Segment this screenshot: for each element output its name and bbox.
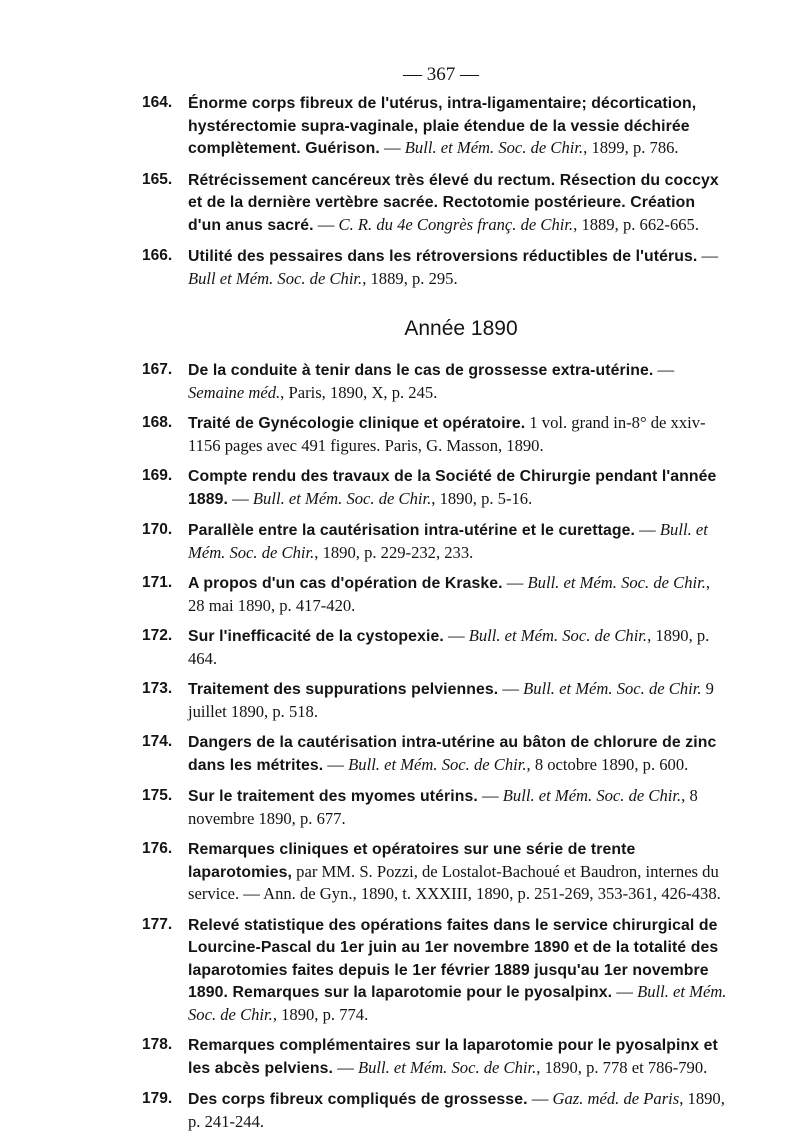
entry-separator: — xyxy=(323,754,349,774)
entry-journal: Semaine méd. xyxy=(188,382,281,402)
bibliography-entry xyxy=(142,92,730,160)
entry-separator: — xyxy=(653,360,675,379)
page-number: — 367 — xyxy=(403,64,479,85)
entry-separator: — xyxy=(379,138,405,157)
entry-list-before xyxy=(142,92,730,289)
bibliography-entry xyxy=(142,1034,730,1079)
bibliography-entry xyxy=(142,465,730,510)
entry-separator: — xyxy=(498,679,524,698)
entry-journal: Bull et Mém. Soc. de Chir. xyxy=(188,268,363,288)
bibliography-entry xyxy=(142,1088,730,1132)
entry-separator: — xyxy=(697,246,719,265)
bibliography-entry xyxy=(142,412,730,456)
entry-reference: , 1890, p. 464. xyxy=(188,626,710,668)
entry-title: Relevé statistique des opérations faites dans le service chirurgical de Lourcine-Pascal du 1er juin au 1er novembre 1890 et de la totalité des laparotomies faites depuis le 1er février 1889 jusqu'au 1er novembre 1890. Remarques sur la laparotomie pour le pyosalpinx. xyxy=(188,916,719,1001)
entry-journal: Bull. et Mém. Soc. de Chir. xyxy=(404,138,584,157)
entry-number: 171. xyxy=(142,574,173,591)
entry-title: Sur le traitement des myomes utérins. xyxy=(188,788,478,805)
entry-separator: — xyxy=(477,786,503,805)
entry-reference: , 1899, p. 786. xyxy=(583,138,679,157)
entry-title: A propos d'un cas d'opération de Kraske. xyxy=(188,575,503,592)
entry-reference: , 1890, p. 241-244. xyxy=(188,1089,725,1131)
bibliography-entry xyxy=(142,359,730,403)
bibliography-entry xyxy=(142,678,730,722)
entry-number: 164. xyxy=(142,94,173,111)
bibliography-entry xyxy=(142,625,730,669)
entry-separator: — xyxy=(313,214,339,234)
bibliography-entry xyxy=(142,519,730,563)
entry-separator: — xyxy=(635,520,660,539)
entry-reference: , 1890, p. 229-232, 233. xyxy=(314,542,474,562)
entry-title: Traitement des suppurations pelviennes. xyxy=(188,681,499,698)
entry-journal: Gaz. méd. de Paris xyxy=(552,1089,680,1108)
entry-number: 176. xyxy=(142,840,173,857)
entry-reference: , Paris, 1890, X, p. 245. xyxy=(280,382,438,402)
bibliography-entry xyxy=(142,914,730,1026)
entry-number: 175. xyxy=(142,787,173,804)
entry-reference: , 1890, p. 5-16. xyxy=(431,488,533,508)
entry-reference: , 8 octobre 1890, p. 600. xyxy=(526,754,689,774)
entry-journal: C. R. du 4e Congrès franç. de Chir. xyxy=(338,214,574,234)
entry-journal: Bull. et Mém. Soc. de Chir. xyxy=(527,573,706,592)
bibliography-entry xyxy=(142,572,730,616)
entry-title: Parallèle entre la cautérisation intra-utérine et le curettage. xyxy=(188,522,636,539)
entry-separator: — xyxy=(228,488,253,508)
bibliography-entry xyxy=(142,785,730,829)
bibliography-entry xyxy=(142,731,730,776)
bibliography-entry xyxy=(142,838,730,905)
entry-number: 173. xyxy=(142,680,173,697)
entry-title: Remarques complémentaires sur la laparotomie pour le pyosalpinx et les abcès pelviens. xyxy=(188,1037,718,1077)
entry-title: Utilité des pessaires dans les rétroversions réductibles de l'utérus. xyxy=(188,248,698,265)
entry-journal: Bull. et Mém. Soc. de Chir. xyxy=(523,679,702,698)
entry-separator: — xyxy=(527,1089,553,1108)
entry-number: 172. xyxy=(142,627,173,644)
entry-title: Sur l'inefficacité de la cystopexie. xyxy=(188,628,444,645)
entry-reference: , 28 mai 1890, p. 417-420. xyxy=(188,573,711,615)
entry-journal: Bull. et Mém. Soc. de Chir. xyxy=(348,754,527,774)
entry-separator: — xyxy=(443,626,469,645)
entry-journal: Bull. et Mém. Soc. de Chir. xyxy=(252,488,432,508)
entry-reference: 1 vol. grand in-8° de xxiv-1156 pages avec 491 figures. Paris, G. Masson, 1890. xyxy=(188,413,706,455)
entry-title: Des corps fibreux compliqués de grossesse. xyxy=(188,1091,528,1108)
entry-title: Énorme corps fibreux de l'utérus, intra-ligamentaire; décortication, hystérectomie supra-vaginale, plaie étendue de la vessie déchirée complètement. Guérison. xyxy=(188,95,697,157)
entry-number: 174. xyxy=(142,733,173,750)
entry-title: Compte rendu des travaux de la Société de Chirurgie pendant l'année 1889. xyxy=(188,468,717,508)
entry-number: 169. xyxy=(142,467,173,484)
entry-separator: — xyxy=(333,1057,358,1077)
entry-number: 179. xyxy=(142,1090,173,1107)
entry-journal: Bull. et Mém. Soc. de Chir. xyxy=(357,1057,537,1077)
entry-reference: , 1889, p. 662-665. xyxy=(573,214,699,234)
entry-reference: , 8 novembre 1890, p. 677. xyxy=(188,786,698,828)
entry-journal: Bull. et Mém. Soc. de Chir. xyxy=(188,982,727,1024)
entry-number: 170. xyxy=(142,521,173,538)
entry-number: 168. xyxy=(142,414,173,431)
entry-number: 167. xyxy=(142,361,173,378)
entry-journal: Bull. et Mém. Soc. de Chir. xyxy=(188,520,708,562)
entry-number: 166. xyxy=(142,247,173,264)
entry-number: 178. xyxy=(142,1036,173,1053)
entry-reference: 9 juillet 1890, p. 518. xyxy=(188,679,714,721)
entry-separator: — xyxy=(502,573,528,592)
entry-list-after xyxy=(142,359,730,1132)
entry-title: Dangers de la cautérisation intra-utérine au bâton de chlorure de zinc dans les métrites. xyxy=(188,734,717,774)
entry-reference: , 1889, p. 295. xyxy=(362,268,458,288)
entry-title: Traité de Gynécologie clinique et opératoire. xyxy=(188,415,526,432)
entry-number: 177. xyxy=(142,915,173,933)
entry-separator: — xyxy=(612,982,638,1001)
entry-title: Remarques cliniques et opératoires sur une série de trente laparotomies, xyxy=(188,841,636,881)
entry-reference: , 1890, p. 778 et 786-790. xyxy=(536,1057,708,1077)
entry-number: 165. xyxy=(142,170,173,188)
entry-journal: Bull. et Mém. Soc. de Chir. xyxy=(502,786,682,805)
entry-title: De la conduite à tenir dans le cas de grossesse extra-utérine. xyxy=(188,362,654,379)
year-heading: Année 1890 xyxy=(404,317,518,340)
bibliography-entry xyxy=(142,245,730,289)
entry-reference: par MM. S. Pozzi, de Lostalot-Bachoué et Baudron, internes du service. — Ann. de Gyn., 1890, t. XXXIII, 1890, p. 251-269, 353-361, 426-438. xyxy=(188,861,721,903)
entry-reference: , 1890, p. 774. xyxy=(272,1004,369,1024)
entry-title: Rétrécissement cancéreux très élevé du rectum. Résection du coccyx et de la dernière vertèbre sacrée. Rectotomie postérieure. Création d'un anus sacré. xyxy=(188,171,719,234)
entry-journal: Bull. et Mém. Soc. de Chir. xyxy=(468,626,648,645)
bibliography-entry xyxy=(142,169,730,237)
